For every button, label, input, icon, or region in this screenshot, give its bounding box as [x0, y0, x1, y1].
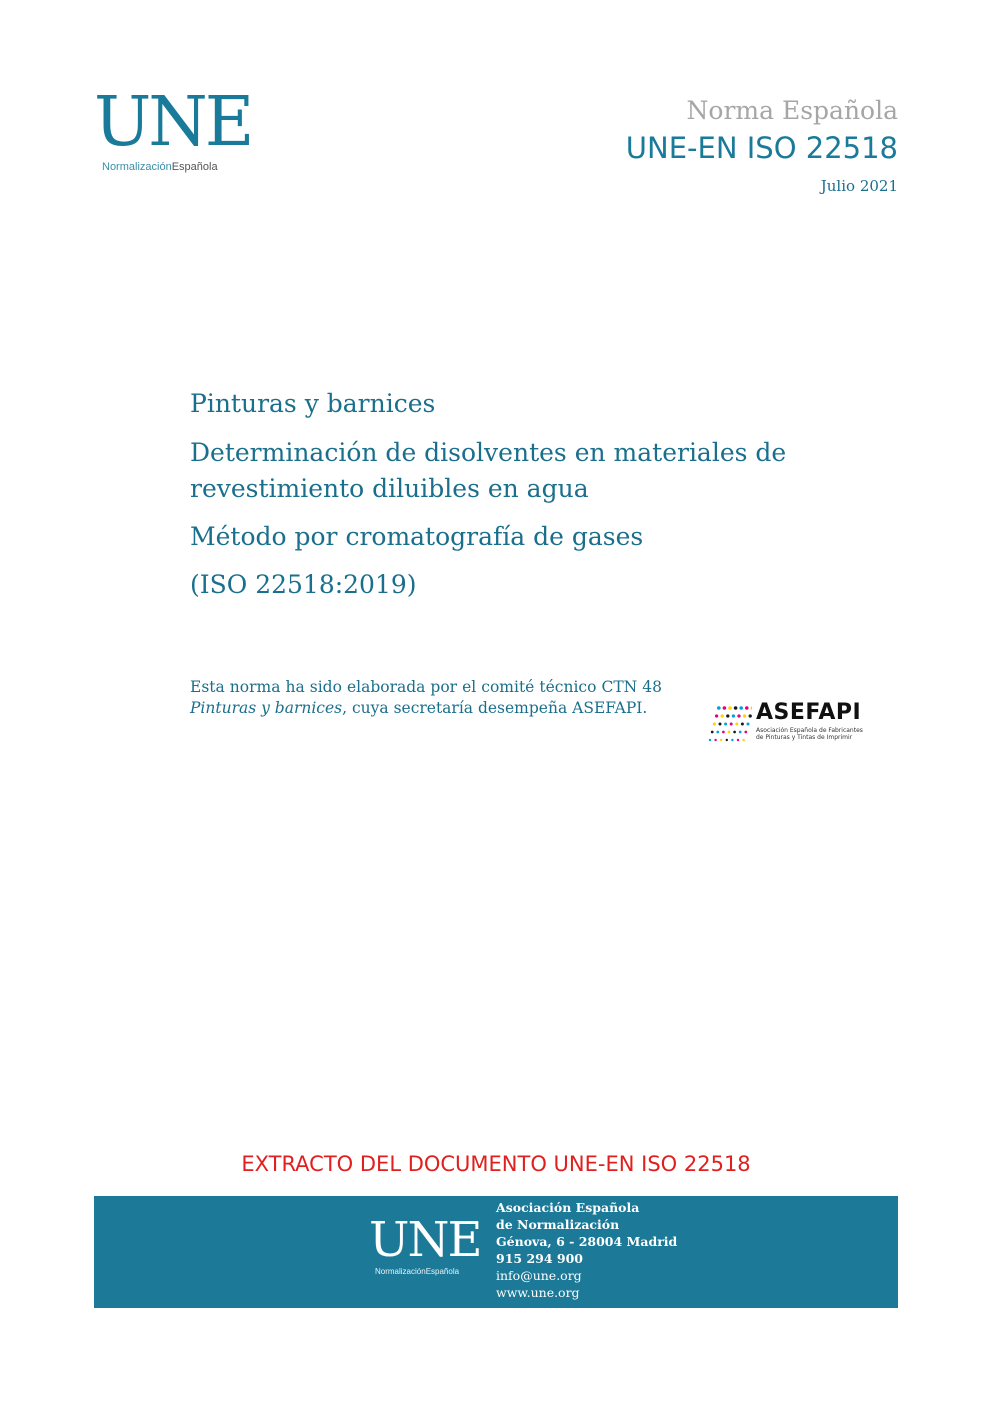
une-logo-caption-sub: Española	[171, 161, 218, 173]
asefapi-dot	[742, 739, 744, 741]
asefapi-dot	[721, 714, 724, 717]
asefapi-dot	[715, 714, 718, 717]
asefapi-dot	[735, 723, 738, 726]
footer-logo-mark: UNE	[369, 1212, 481, 1268]
asefapi-dot	[732, 714, 735, 717]
asefapi-dot	[716, 731, 719, 734]
footer-address: Génova, 6 - 28004 Madrid	[496, 1234, 678, 1249]
asefapi-desc-line-1: Asociación Española de Fabricantes	[756, 727, 863, 734]
asefapi-dot	[741, 723, 744, 726]
title-line-1: Pinturas y barnices	[190, 389, 436, 418]
asefapi-dot	[737, 739, 739, 741]
asefapi-dot	[739, 731, 742, 734]
une-logo-caption	[102, 161, 218, 173]
une-logo-caption-main: Normalización	[102, 161, 172, 173]
asefapi-dot	[730, 723, 733, 726]
committee-text-after: , cuya secretaría desempeña ASEFAPI.	[342, 699, 648, 717]
norma-label: Norma Española	[686, 96, 898, 125]
title-line-2: Determinación de disolventes en materiales de	[190, 438, 787, 467]
footer-web-link[interactable]: www.une.org	[496, 1285, 580, 1300]
asefapi-dot	[728, 731, 731, 734]
asefapi-dot	[714, 739, 716, 741]
asefapi-dot	[709, 739, 711, 741]
asefapi-dot	[743, 714, 746, 717]
footer-logo-caption	[375, 1267, 459, 1276]
footer-email-link[interactable]: info@une.org	[496, 1268, 582, 1283]
une-logo-mark: UNE	[94, 83, 252, 162]
asefapi-dot	[720, 739, 722, 741]
asefapi-dot	[717, 706, 721, 710]
asefapi-dot	[734, 706, 738, 710]
asefapi-logo	[706, 700, 886, 748]
extract-banner: EXTRACTO DEL DOCUMENTO UNE-EN ISO 22518	[241, 1152, 751, 1176]
title-line-3: revestimiento diluibles en agua	[190, 474, 589, 503]
asefapi-dot	[711, 731, 714, 734]
footer-une-logo	[369, 1212, 481, 1286]
publication-date: Julio 2021	[820, 177, 898, 195]
footer-phone: 915 294 900	[496, 1251, 583, 1266]
committee-text-before: Esta norma ha sido elaborada por el comité técnico CTN 48	[190, 678, 662, 696]
asefapi-dot	[749, 714, 752, 717]
asefapi-dot	[713, 723, 716, 726]
asefapi-dot	[724, 723, 727, 726]
asefapi-desc-line-2: de Pinturas y Tintas de Imprimir	[756, 734, 853, 741]
asefapi-dot	[733, 731, 736, 734]
asefapi-dot	[728, 706, 732, 710]
asefapi-dots-icon	[706, 702, 752, 746]
asefapi-dot	[722, 731, 725, 734]
asefapi-dot	[719, 723, 722, 726]
asefapi-dot	[726, 714, 729, 717]
asefapi-dot	[737, 714, 740, 717]
asefapi-dot	[744, 731, 747, 734]
title-line-4: Método por cromatografía de gases	[190, 522, 644, 551]
footer-org-line-1: Asociación Española	[496, 1200, 640, 1215]
footer-logo-caption-sub: Española	[425, 1267, 460, 1276]
asefapi-dot	[747, 723, 750, 726]
asefapi-dot	[739, 706, 743, 710]
asefapi-name: ASEFAPI	[756, 700, 862, 725]
asefapi-dot	[723, 706, 727, 710]
une-logo	[94, 83, 252, 176]
footer-box	[94, 1196, 898, 1308]
asefapi-description	[756, 727, 863, 741]
committee-statement	[190, 677, 662, 719]
asefapi-dot	[726, 739, 728, 741]
footer-org-line-2: de Normalización	[496, 1217, 620, 1232]
footer-address-block	[496, 1199, 677, 1301]
asefapi-dot	[751, 706, 752, 710]
norma-code: UNE-EN ISO 22518	[625, 131, 898, 165]
footer-logo-caption-main: Normalización	[375, 1267, 426, 1276]
title-line-5: (ISO 22518:2019)	[190, 570, 417, 599]
asefapi-dot	[731, 739, 733, 741]
asefapi-dot	[745, 706, 749, 710]
committee-name: Pinturas y barnices	[190, 699, 343, 717]
